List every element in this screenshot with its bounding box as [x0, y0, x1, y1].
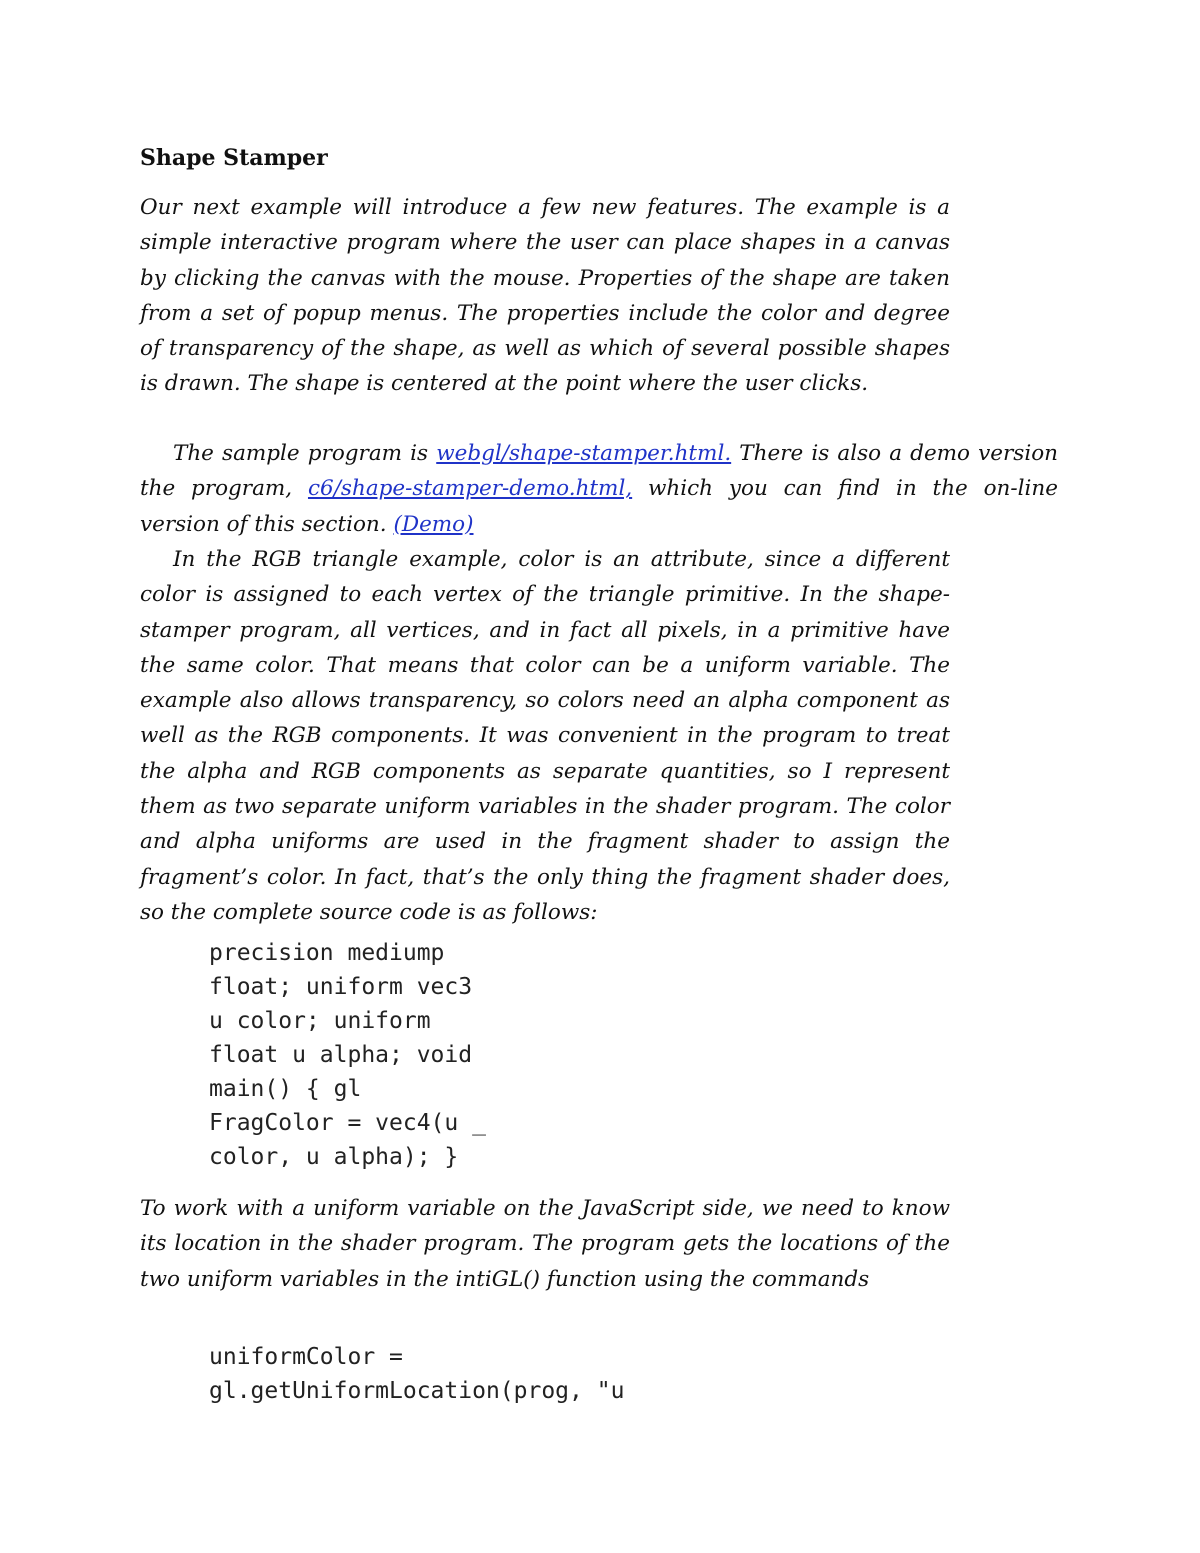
demo-link[interactable]: (Demo) — [393, 511, 474, 537]
uniform-location-paragraph: To work with a uniform variable on the JavaScript side, we need to know its location in the shader program. The program gets the locations of the two uniform variables in the intiGL() function using the commands — [140, 1196, 950, 1292]
section-heading: Shape Stamper — [140, 145, 328, 171]
uniform-location-code: uniformColor = gl.getUniformLocation(prog, "u — [209, 1344, 625, 1404]
shape-stamper-link[interactable]: webgl/shape-stamper.html. — [436, 441, 732, 466]
demo-version-text: There is also a demo version the program, — [140, 441, 1058, 502]
shape-stamper-demo-link[interactable]: c6/shape-stamper-demo.html, — [307, 476, 633, 502]
online-version-text: which you can find in the on-line version of this section. — [140, 476, 1058, 537]
intro-paragraph: Our next example will introduce a few new features. The example is a simple interactive program where the user can place shapes in a canvas by clicking the canvas with the mouse. Properties of the shape are taken from a set of popup menus. The properties include the color and degree of transparency of the shape, as well as which of several possible shapes is drawn. The shape is centered at the point where the user clicks. — [140, 195, 950, 397]
sample-program-paragraph — [140, 436, 1058, 542]
uniform-color-paragraph: In the RGB triangle example, color is an attribute, since a different color is assigned to each vertex of the triangle primitive. In the shape-stamper program, all vertices, and in fact all pixels, in a primitive have the same color. That means that color can be a uniform variable. The example also allows transparency, so colors need an alpha component as well as the RGB components. It was convenient in the program to treat the alpha and RGB components as separate quantities, so I represent them as two separate uniform variables in the shader program. The color and alpha uniforms are used in the fragment shader to assign the fragment’s color. In fact, that’s the only thing the fragment shader does, so the complete source code is as follows: — [140, 547, 950, 925]
fragment-shader-code: precision mediump float; uniform vec3 u color; uniform float u alpha; void main() { gl FragColor = vec4(u _ color, u alpha); } — [209, 940, 486, 1170]
sample-program-text: The sample program is — [173, 441, 437, 466]
